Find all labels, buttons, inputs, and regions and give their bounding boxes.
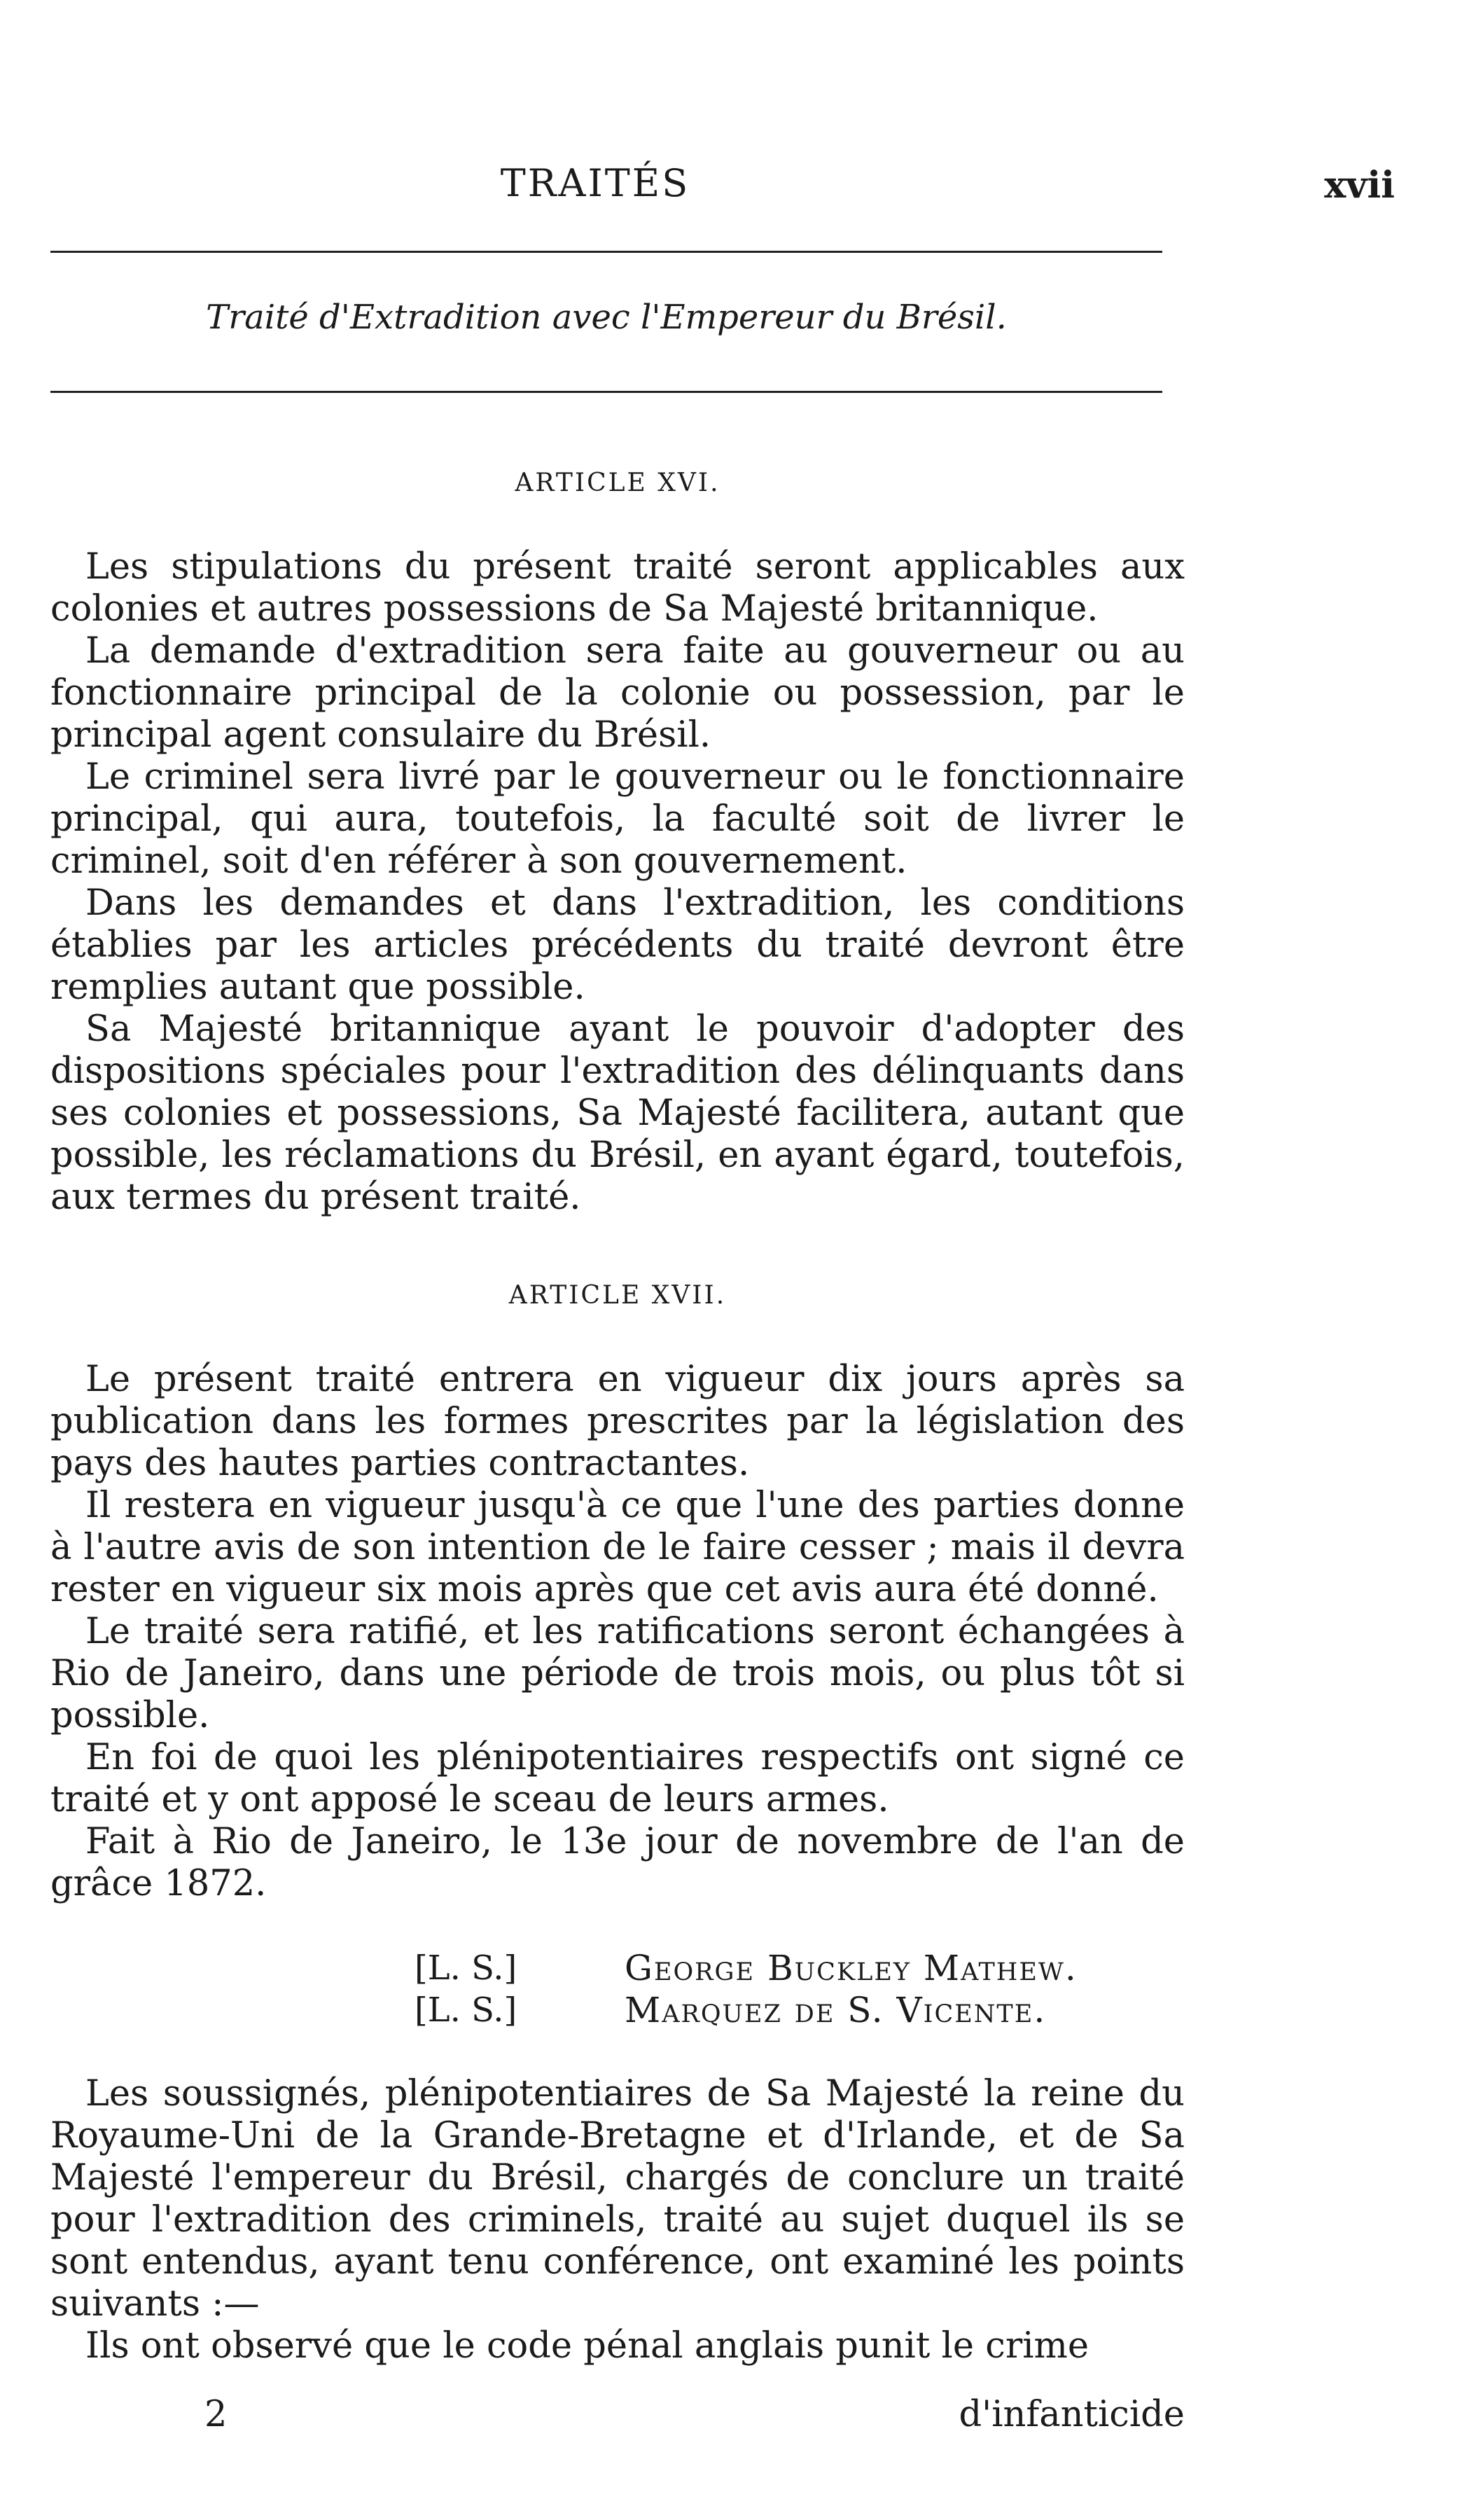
- article-16-heading: ARTICLE XVI.: [515, 469, 720, 497]
- running-head: [0, 154, 1483, 210]
- signature-mark: 2: [204, 2394, 228, 2435]
- article-16-paragraph: Le criminel sera livré par le gouverneur ou le fonctionnaire principal, qui aura, toutefois, la faculté soit de livrer le criminel, soit d'en référer à son gouvernement.: [50, 756, 1185, 882]
- page-footer: [50, 2394, 1185, 2436]
- article-16-paragraph: La demande d'extradition sera faite au gouverneur ou au fonctionnaire principal de la colonie ou possession, par le principal agent consulaire du Brésil.: [50, 630, 1185, 756]
- signatory-name: George Buckley Mathew.: [625, 1948, 1078, 1988]
- body-text: [50, 448, 1185, 2367]
- article-17-paragraph: Fait à Rio de Janeiro, le 13e jour de novembre de l'an de grâce 1872.: [50, 1821, 1185, 1904]
- article-17-heading: ARTICLE XVII.: [508, 1281, 727, 1310]
- signature-row: [50, 1989, 1162, 2031]
- article-17-paragraph: En foi de quoi les plénipotentiaires respectifs ont signé ce traité et y ont apposé le sceau de leurs armes.: [50, 1737, 1185, 1820]
- article-16-paragraph: Les stipulations du présent traité seront applicables aux colonies et autres possessions de Sa Majesté britannique.: [50, 546, 1185, 630]
- article-17-paragraph: Le présent traité entrera en vigueur dix jours après sa publication dans les formes prescrites par la législation des pays des hautes parties contractantes.: [50, 1359, 1185, 1484]
- article-17-paragraph: Il restera en vigueur jusqu'à ce que l'une des parties donne à l'autre avis de son intention de le faire cesser ; mais il devra rester en vigueur six mois après que cet avis aura été donné.: [50, 1485, 1185, 1610]
- signatory-name: Marquez de S. Vicente.: [625, 1990, 1047, 2030]
- page-number: xvii: [1324, 164, 1395, 207]
- seal-mark: [L. S.]: [415, 1948, 517, 1988]
- catchword: d'infanticide: [959, 2394, 1185, 2435]
- seal-mark: [L. S.]: [415, 1991, 517, 2030]
- bottom-rule: [50, 391, 1162, 393]
- article-16-paragraph: Sa Majesté britannique ayant le pouvoir d'adopter des dispositions spéciales pour l'extradition des délinquants dans ses colonies et possessions, Sa Majesté facilitera, autant que possible, les réclamations du Brésil, en ayant égard, toutefois, aux termes du présent traité.: [50, 1009, 1185, 1218]
- section-title: Traité d'Extradition avec l'Empereur du Brésil.: [206, 298, 1007, 337]
- signature-block: [50, 1947, 1185, 2031]
- article-17-paragraph: Le traité sera ratifié, et les ratifications seront échangées à Rio de Janeiro, dans une période de trois mois, ou plus tôt si possible.: [50, 1611, 1185, 1736]
- protocol-paragraph: Ils ont observé que le code pénal anglais punit le crime: [85, 2325, 1089, 2367]
- running-title: TRAITÉS: [500, 161, 690, 205]
- article-16-paragraph: Dans les demandes et dans l'extradition, les conditions établies par les articles précédents du traité devront être remplies autant que possible.: [50, 882, 1185, 1008]
- signature-row: [50, 1947, 1162, 1989]
- top-rule: [50, 251, 1162, 253]
- protocol-paragraph: Les soussignés, plénipotentiaires de Sa Majesté la reine du Royaume-Uni de la Grande-Bretagne et d'Irlande, et de Sa Majesté l'empereur du Brésil, chargés de conclure un traité pour l'extradition des criminels, traité au sujet duquel ils se sont entendus, ayant tenu conférence, ont examiné les points suivants :—: [50, 2073, 1185, 2325]
